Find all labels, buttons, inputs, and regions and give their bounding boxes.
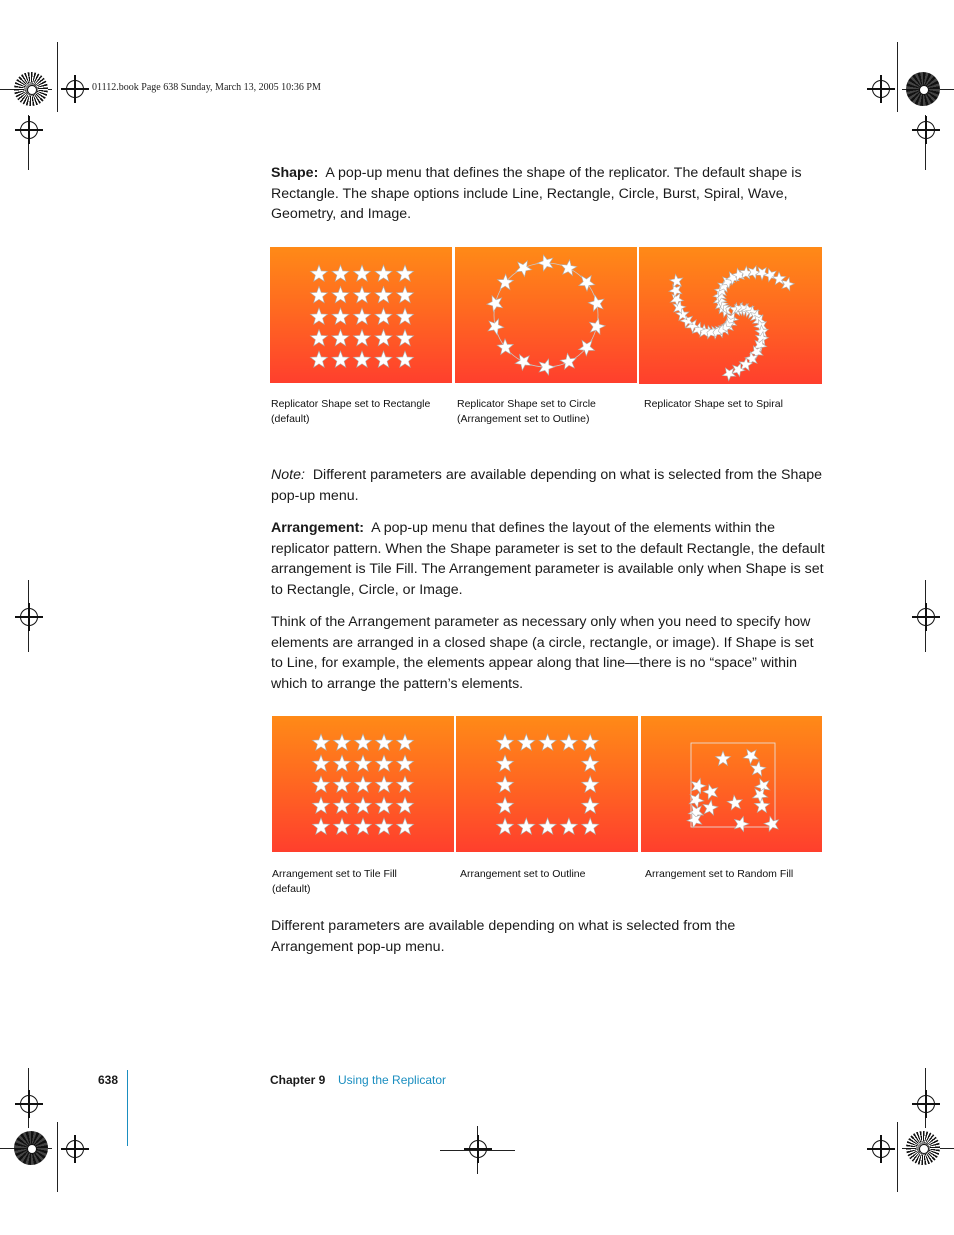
star-icon — [375, 265, 392, 281]
star-icon — [310, 287, 327, 303]
star-icon — [354, 755, 371, 771]
star-icon — [312, 734, 329, 750]
star-icon — [353, 308, 370, 324]
star-icon — [333, 797, 350, 813]
star-icon — [561, 260, 577, 276]
star-icon — [496, 734, 513, 750]
star-icon — [354, 818, 371, 834]
starburst-mark-icon — [14, 72, 48, 106]
star-icon — [560, 734, 577, 750]
caption-spiral: Replicator Shape set to Spiral — [644, 398, 783, 410]
star-icon — [375, 734, 392, 750]
print-info: 01112.book Page 638 Sunday, March 13, 2005 10:36 PM — [92, 82, 321, 93]
star-icon — [375, 755, 392, 771]
star-icon — [396, 351, 413, 367]
star-icon — [670, 274, 683, 287]
star-icon — [353, 351, 370, 367]
star-icon — [516, 261, 532, 277]
star-icon — [560, 818, 577, 834]
star-icon — [354, 776, 371, 792]
star-icon — [375, 351, 392, 367]
star-icon — [518, 734, 535, 750]
registration-mark-icon — [20, 1095, 38, 1113]
star-icon — [375, 797, 392, 813]
star-icon — [396, 308, 413, 324]
star-icon — [515, 354, 531, 370]
arrangement-paragraph — [271, 518, 827, 600]
star-icon — [375, 330, 392, 346]
star-icon — [496, 776, 513, 792]
star-icon — [715, 751, 730, 766]
shape-label: Shape: — [271, 165, 319, 181]
star-icon — [333, 776, 350, 792]
star-icon — [488, 319, 504, 335]
arrangement-text: A pop-up menu that defines the layout of the elements within the replicator pattern. When the Shape parameter is set to the default Rectangle, the default arrangement is Tile Fill. The Arrangement parameter is available only when Shape is set to Rectangle, Circle, or Image. — [271, 520, 825, 598]
star-icon — [588, 295, 604, 311]
star-icon — [396, 776, 413, 792]
star-icon — [743, 749, 758, 764]
star-icon — [310, 351, 327, 367]
star-icon — [582, 776, 599, 792]
caption-circle: Replicator Shape set to Circle (Arrangement set to Outline) — [457, 398, 596, 425]
figure-rectangle-shape — [270, 247, 452, 383]
star-icon — [375, 776, 392, 792]
star-icon — [396, 734, 413, 750]
caption-random-fill: Arrangement set to Random Fill — [645, 868, 794, 880]
star-icon — [582, 797, 599, 813]
star-icon — [310, 308, 327, 324]
star-icon — [496, 755, 513, 771]
caption-tile-fill: Arrangement set to Tile Fill (default) — [272, 868, 397, 895]
figure-spiral-shape — [639, 247, 822, 384]
star-icon — [375, 308, 392, 324]
star-icon — [332, 351, 349, 367]
star-icon — [754, 798, 769, 813]
star-icon — [354, 734, 371, 750]
star-icon — [518, 818, 535, 834]
star-icon — [332, 287, 349, 303]
registration-mark-icon — [20, 608, 38, 626]
star-icon — [497, 339, 513, 355]
closing-paragraph: Different parameters are available depending on what is selected from the Arrangement pop-up menu. — [271, 918, 736, 955]
registration-mark-icon — [66, 1140, 84, 1158]
registration-mark-icon — [872, 1140, 890, 1158]
figure-random-fill — [641, 716, 822, 852]
star-icon — [375, 818, 392, 834]
chapter-title: Using the Replicator — [338, 1073, 447, 1087]
registration-mark-icon — [917, 1095, 935, 1113]
star-icon — [333, 755, 350, 771]
star-icon — [589, 318, 605, 334]
registration-mark-icon — [872, 80, 890, 98]
star-icon — [722, 368, 735, 381]
star-icon — [582, 734, 599, 750]
shape-text: A pop-up menu that defines the shape of the replicator. The default shape is Rectangle. The shape options include Line, Rectangle, Circle, Burst, Spiral, Wave, Geometry, and Image. — [271, 165, 802, 223]
star-icon — [579, 276, 595, 292]
registration-mark-icon — [917, 121, 935, 139]
star-icon — [312, 776, 329, 792]
footer-rule — [127, 1070, 128, 1146]
star-icon — [582, 818, 599, 834]
star-icon — [670, 293, 683, 306]
star-icon — [703, 784, 718, 799]
star-icon — [396, 755, 413, 771]
star-icon — [703, 800, 718, 815]
star-icon — [312, 818, 329, 834]
figure-circle-shape — [455, 247, 637, 383]
starburst-mark-icon — [906, 1131, 940, 1165]
registration-mark-icon — [20, 121, 38, 139]
star-icon — [332, 308, 349, 324]
note-label: Note: — [271, 467, 305, 483]
figure-tile-fill — [272, 716, 454, 852]
shape-paragraph — [271, 163, 827, 225]
star-icon — [332, 330, 349, 346]
registration-mark-icon — [66, 80, 84, 98]
star-icon — [333, 734, 350, 750]
star-icon — [312, 755, 329, 771]
starburst-mark-icon — [906, 72, 940, 106]
star-icon — [539, 818, 556, 834]
star-icon — [751, 761, 766, 776]
star-icon — [496, 797, 513, 813]
star-icon — [333, 818, 350, 834]
star-icon — [727, 795, 742, 810]
star-icon — [310, 265, 327, 281]
star-icon — [396, 265, 413, 281]
star-icon — [353, 330, 370, 346]
star-icon — [487, 296, 503, 312]
star-icon — [312, 797, 329, 813]
star-icon — [496, 818, 513, 834]
star-icon — [735, 816, 750, 831]
caption-outline: Arrangement set to Outline — [460, 868, 586, 880]
arrangement-label: Arrangement: — [271, 520, 365, 536]
star-icon — [396, 287, 413, 303]
star-icon — [764, 816, 779, 831]
page-number: 638 — [98, 1073, 119, 1087]
chapter-label: Chapter 9 — [270, 1073, 326, 1087]
star-icon — [539, 734, 556, 750]
star-icon — [582, 755, 599, 771]
star-icon — [354, 797, 371, 813]
star-icon — [396, 818, 413, 834]
note-paragraph — [271, 465, 827, 506]
star-icon — [560, 353, 576, 369]
starburst-mark-icon — [14, 1131, 48, 1165]
registration-mark-icon — [469, 1140, 487, 1158]
star-icon — [310, 330, 327, 346]
think-paragraph: Think of the Arrangement parameter as necessary only when you need to specify how elements are arranged in a closed shape (a circle, rectangle, or image). If Shape is set to Line, for example, the elements appear along that line—there is no “space” within which to arrange the pattern’s elements. — [271, 614, 814, 692]
star-icon — [396, 797, 413, 813]
figure-outline — [456, 716, 638, 852]
registration-mark-icon — [917, 608, 935, 626]
star-icon — [753, 788, 768, 803]
star-icon — [353, 265, 370, 281]
caption-rectangle: Replicator Shape set to Rectangle (default) — [271, 398, 431, 425]
star-icon — [756, 267, 769, 280]
star-icon — [396, 330, 413, 346]
note-text: Different parameters are available depending on what is selected from the Shape pop-up menu. — [271, 467, 823, 504]
star-icon — [375, 287, 392, 303]
star-icon — [353, 287, 370, 303]
star-icon — [332, 265, 349, 281]
